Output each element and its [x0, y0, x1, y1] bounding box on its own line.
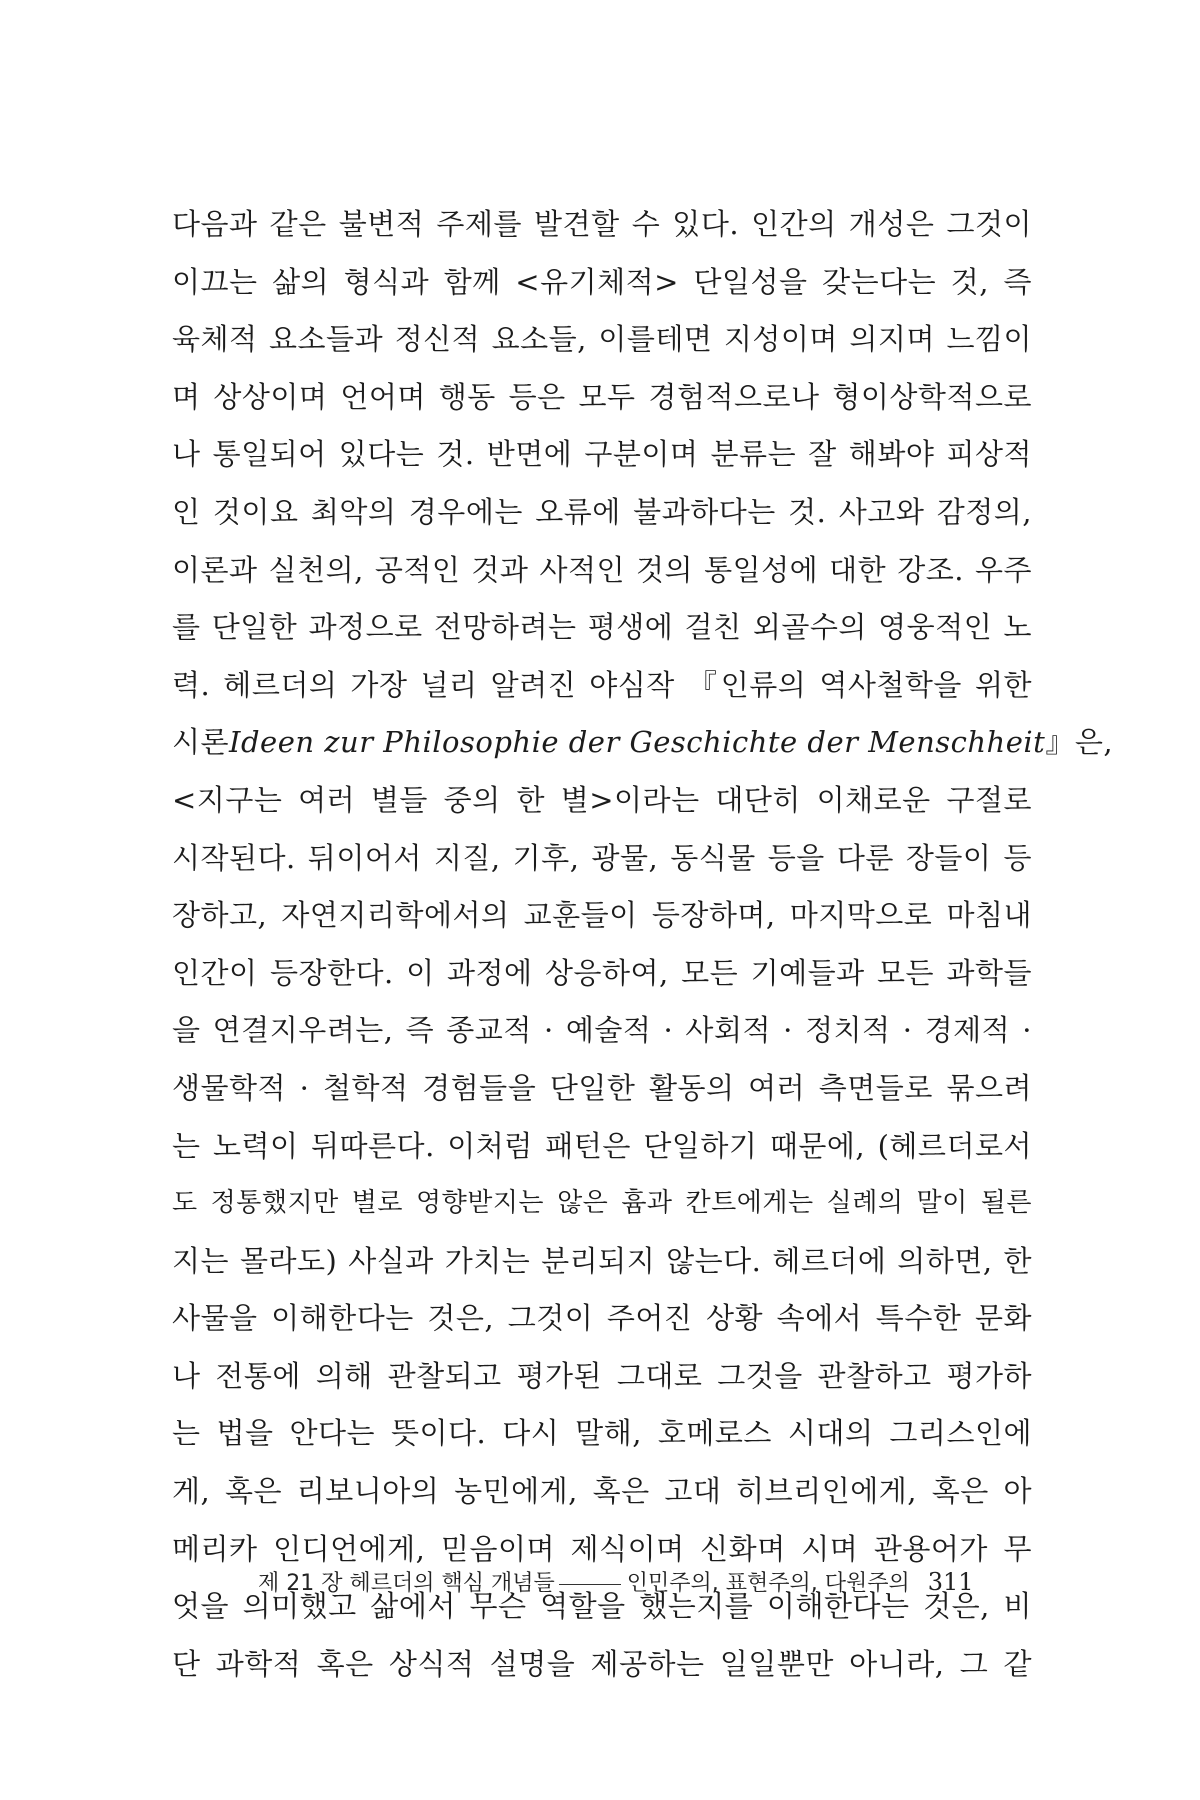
german-book-title: Ideen zur Philosophie der Geschichte der Menschheit [229, 725, 1046, 760]
text-line-title [172, 714, 1114, 772]
body-text [172, 196, 1114, 1693]
title-suffix: 』은, [1045, 725, 1114, 760]
text-line: 시작된다. 뒤이어서 지질, 기후, 광물, 동식물 등을 다룬 장들이 등 [172, 840, 1032, 875]
text-line: 이론과 실천의, 공적인 것과 사적인 것의 통일성에 대한 강조. 우주 [172, 552, 1032, 587]
text-line: 를 단일한 과정으로 전망하려는 평생에 걸친 외골수의 영웅적인 노 [172, 610, 1032, 645]
text-line: 인간이 등장한다. 이 과정에 상응하여, 모든 기예들과 모든 과학들 [172, 955, 1032, 990]
page-number: 311 [927, 1568, 974, 1596]
em-dash-rule [559, 1584, 621, 1585]
text-line: 는 노력이 뒤따른다. 이처럼 패턴은 단일하기 때문에, (헤르더로서 [172, 1128, 1032, 1163]
text-line: 사물을 이해한다는 것은, 그것이 주어진 상황 속에서 특수한 문화 [172, 1301, 1032, 1336]
text-line: 장하고, 자연지리학에서의 교훈들이 등장하며, 마지막으로 마침내 [172, 898, 1032, 933]
text-line: 나 전통에 의해 관찰되고 평가된 그대로 그것을 관찰하고 평가하 [172, 1358, 1032, 1393]
text-line: 을 연결지우려는, 즉 종교적 · 예술적 · 사회적 · 정치적 · 경제적 · [172, 1013, 1032, 1048]
text-line: 며 상상이며 언어며 행동 등은 모두 경험적으로나 형이상학적으로 [172, 379, 1032, 414]
text-line: 단 과학적 혹은 상식적 설명을 제공하는 일일뿐만 아니라, 그 같 [172, 1646, 1032, 1681]
text-line: 인 것이요 최악의 경우에는 오류에 불과하다는 것. 사고와 감정의, [172, 494, 1032, 529]
text-line: 지는 몰라도) 사실과 가치는 분리되지 않는다. 헤르더에 의하면, 한 [172, 1243, 1032, 1278]
text-line: 엇을 의미했고 삶에서 무슨 역할을 했는지를 이해한다는 것은, 비 [172, 1589, 1032, 1624]
chapter-title: 제 21 장 헤르더의 핵심 개념들 [258, 1571, 555, 1596]
text-line: 는 법을 안다는 뜻이다. 다시 말해, 호메로스 시대의 그리스인에 [172, 1416, 1032, 1451]
title-prefix: 시론 [172, 725, 230, 760]
text-line: <지구는 여러 별들 중의 한 별>이라는 대단히 이채로운 구절로 [172, 782, 1032, 817]
text-line-condensed: 도 정통했지만 별로 영향받지는 않은 흄과 칸트에게는 실례의 말이 될른 [172, 1188, 1032, 1219]
text-line: 이끄는 삶의 형식과 함께 <유기체적> 단일성을 갖는다는 것, 즉 [172, 264, 1032, 299]
running-footer [258, 1562, 998, 1602]
text-line: 육체적 요소들과 정신적 요소들, 이를테면 지성이며 의지며 느낌이 [172, 322, 1032, 357]
text-line: 생물학적 · 철학적 경험들을 단일한 활동의 여러 측면들로 묶으려 [172, 1070, 1032, 1105]
text-line: 력. 헤르더의 가장 널리 알려진 야심작 『인류의 역사철학을 위한 [172, 667, 1032, 702]
text-line: 메리카 인디언에게, 믿음이며 제식이며 신화며 시며 관용어가 무 [172, 1531, 1032, 1566]
text-line: 게, 혹은 리보니아의 농민에게, 혹은 고대 히브리인에게, 혹은 아 [172, 1474, 1032, 1509]
text-line: 다음과 같은 불변적 주제를 발견할 수 있다. 인간의 개성은 그것이 [172, 207, 1032, 241]
text-line: 나 통일되어 있다는 것. 반면에 구분이며 분류는 잘 해봐야 피상적 [172, 437, 1032, 472]
chapter-subtitle: 인민주의, 표현주의, 다원주의 [626, 1571, 910, 1596]
